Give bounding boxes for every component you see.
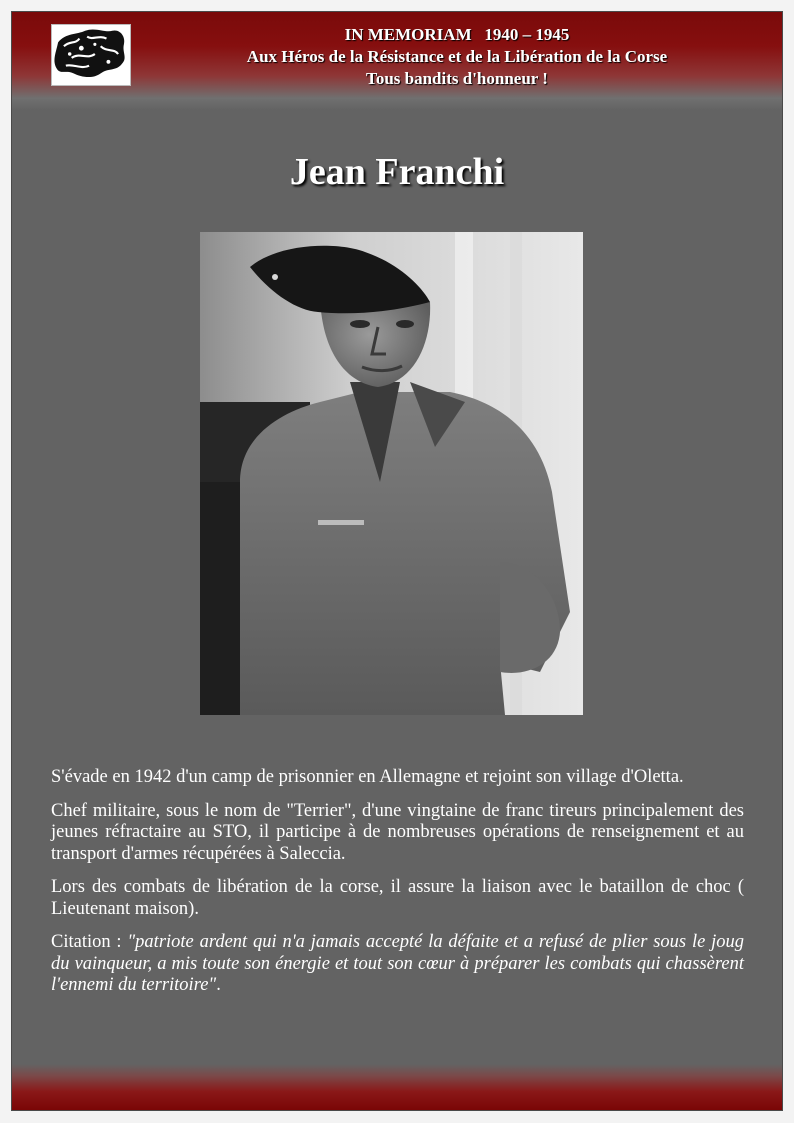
corsica-map-svg (52, 25, 130, 85)
header-text (152, 24, 762, 90)
bio-paragraph-citation (51, 932, 744, 997)
bio-paragraph-escape: S'évade en 1942 d'un camp de prisonnier en Allemagne et rejoint son village d'Oletta. (51, 767, 684, 787)
portrait-photo (200, 232, 583, 715)
portrait-photo-svg (200, 232, 583, 715)
bio-paragraph-liberation: Lors des combats de libération de la corse, il assure la liaison avec le bataillon de choc ( Lieutenant maison). (51, 877, 744, 919)
bio-paragraph-resistance: Chef militaire, sous le nom de "Terrier", d'une vingtaine de franc tireurs principalement des jeunes réfractaire au STO, il participe à de nombreuses opérations de renseignement et au transport d'armes récupérées à Saleccia. (51, 800, 744, 864)
header-line-heroes: Aux Héros de la Résistance et de la Libération de la Corse (246, 47, 668, 66)
biography (51, 767, 744, 1009)
header-line-motto: Tous bandits d'honneur ! (366, 69, 548, 88)
memorial-page (11, 11, 783, 1111)
citation-label: Citation : (51, 932, 128, 952)
citation-end: . (216, 975, 221, 995)
page-title: Jean Franchi (289, 151, 505, 193)
header-line-memoriam: IN MEMORIAM 1940 – 1945 (344, 25, 570, 44)
footer-band (12, 1064, 782, 1110)
citation-quote: "patriote ardent qui n'a jamais accepté la défaite et a refusé de plier sous le joug du vainqueur, a mis toute son énergie et tout son cœur à préparer les combats qui chassèrent l'ennemi du territoire" (51, 932, 745, 995)
corsica-map-icon (51, 24, 131, 86)
